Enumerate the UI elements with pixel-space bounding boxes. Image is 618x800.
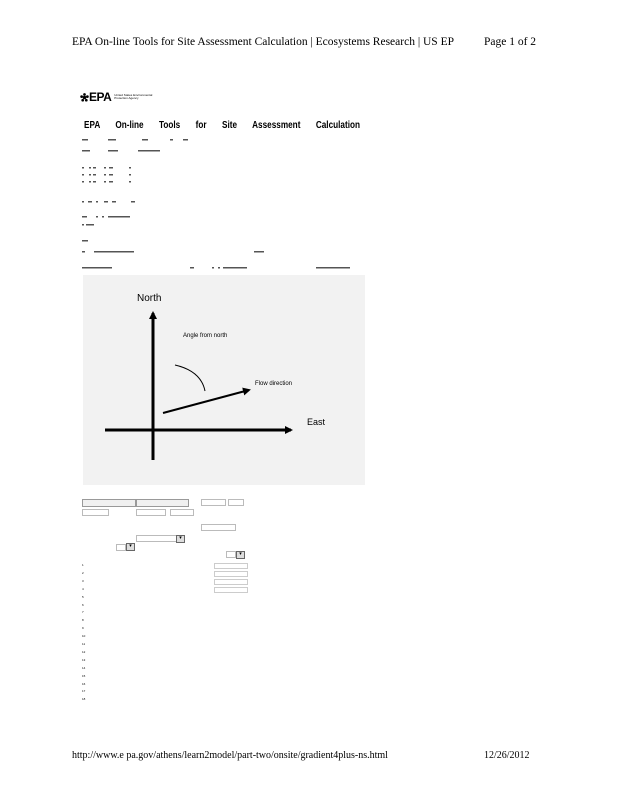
row-number: 4	[82, 586, 84, 591]
table-row	[82, 650, 252, 657]
row-number: 15	[82, 673, 86, 678]
east-label: East	[307, 417, 326, 427]
table-row	[82, 697, 252, 704]
epa-logo-subtitle: United States Environmental Protection Agency	[114, 92, 153, 100]
row-number: 1	[82, 563, 84, 567]
units-select[interactable]	[82, 499, 136, 507]
row-number: 17	[82, 689, 86, 694]
table-row	[82, 595, 252, 602]
text-input-3[interactable]	[82, 509, 109, 516]
table-row	[82, 626, 252, 633]
angle-diagram-svg	[83, 275, 365, 485]
units-select-3[interactable]	[226, 551, 236, 558]
row-number: 13	[82, 657, 86, 662]
count-dropdown-button[interactable]: ▾	[126, 543, 135, 551]
row-number: 7	[82, 610, 84, 615]
head-input[interactable]	[214, 587, 248, 593]
epa-logo[interactable]	[80, 90, 156, 104]
page-title: EPA On-line Tools for Site Assessment Calculation	[84, 120, 361, 131]
table-row	[82, 642, 252, 649]
table-row	[82, 618, 252, 625]
units-select-2[interactable]	[136, 499, 189, 507]
row-number: 14	[82, 665, 86, 670]
table-row	[82, 579, 252, 586]
print-header-title: EPA On-line Tools for Site Assessment Calculation | Ecosystems Research | US EP	[72, 36, 454, 48]
epa-flower-icon	[80, 93, 89, 102]
row-number: 11	[82, 642, 86, 646]
row-number: 6	[82, 602, 84, 607]
illegible-form-text	[82, 136, 382, 276]
table-row	[82, 587, 252, 594]
angle-label: Angle from north	[183, 333, 228, 339]
flow-arrow	[163, 390, 249, 413]
row-number: 18	[82, 697, 86, 702]
north-label: North	[137, 293, 162, 304]
print-footer-url: http://www.e pa.gov/athens/learn2model/part-two/onsite/gradient4plus-ns.html	[72, 750, 388, 761]
row-number: 2	[82, 570, 84, 575]
table-row	[82, 674, 252, 681]
units-dropdown-button[interactable]: ▾	[236, 551, 245, 559]
angle-arc	[175, 365, 205, 391]
epa-logo-mark	[80, 90, 111, 104]
row-number: 3	[82, 578, 84, 583]
table-row	[82, 666, 252, 673]
flow-direction-diagram	[83, 275, 365, 485]
method-dropdown-button[interactable]: ▾	[176, 535, 185, 543]
row-number: 8	[82, 618, 84, 623]
print-footer-date: 12/26/2012	[484, 750, 530, 761]
table-row	[82, 634, 252, 641]
row-number: 12	[82, 649, 86, 654]
table-row	[82, 603, 252, 610]
table-row	[82, 571, 252, 578]
head-input[interactable]	[214, 579, 248, 585]
print-header-page: Page 1 of 2	[484, 36, 537, 48]
head-input[interactable]	[214, 571, 248, 577]
table-row	[82, 563, 252, 570]
text-input-5[interactable]	[170, 509, 194, 516]
table-row	[82, 682, 252, 689]
table-row	[82, 658, 252, 665]
row-number: 9	[82, 626, 84, 631]
head-input[interactable]	[214, 563, 248, 569]
row-number: 5	[82, 594, 84, 599]
table-row	[82, 610, 252, 617]
text-input-4[interactable]	[136, 509, 166, 516]
row-number: 16	[82, 681, 86, 686]
count-select[interactable]	[116, 544, 126, 551]
text-input-6[interactable]	[201, 524, 236, 531]
text-input-2[interactable]	[228, 499, 244, 506]
row-number: 10	[82, 634, 86, 639]
epa-logo-text: EPA	[89, 90, 112, 104]
table-row	[82, 689, 252, 696]
text-input[interactable]	[201, 499, 226, 506]
flow-label: Flow direction	[255, 381, 293, 387]
